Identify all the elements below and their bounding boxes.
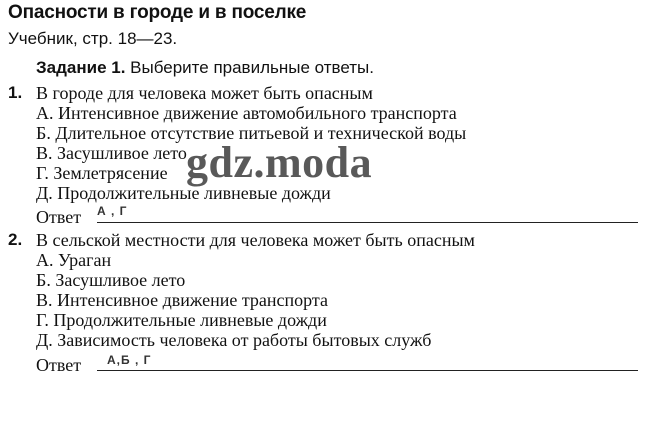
question-1-option-d: Д. Продолжительные ливневые дожди [36,183,331,203]
task-instruction [36,58,374,78]
task-label: Задание 1. [36,58,126,77]
question-2-option-a: А. Ураган [36,250,112,270]
question-2-option-g: Г. Продолжительные ливневые дожди [36,310,327,330]
question-1-option-g: Г. Землетрясение [36,163,168,183]
question-2-option-b: Б. Засушливое лето [36,270,186,290]
question-1-answer-value: А , Г [97,204,128,218]
question-1-option-v: В. Засушливое лето [36,143,187,163]
question-1-answer-line [97,222,638,223]
watermark: gdz.moda [186,138,373,187]
question-1-option-a: А. Интенсивное движение автомобильного транспорта [36,103,457,123]
question-2-number: 2. [8,230,23,249]
question-2-option-v: В. Интенсивное движение транспорта [36,290,328,310]
question-1-answer-label: Ответ [36,207,82,227]
question-2-option-d: Д. Зависимость человека от работы бытовых служб [36,330,432,350]
question-2-answer-label: Ответ [36,355,82,375]
question-2-answer-line [97,370,638,371]
page-title: Опасности в городе и в поселке [8,2,307,23]
question-2-text: В сельской местности для человека может быть опасным [36,230,475,250]
textbook-reference: Учебник, стр. 18—23. [8,29,178,48]
question-1-number: 1. [8,83,23,102]
question-2-answer-value: А,Б , Г [107,353,152,367]
question-1-option-b: Б. Длительное отсутствие питьевой и технической воды [36,123,467,143]
task-text: Выберите правильные ответы. [125,58,374,77]
question-1-text: В городе для человека может быть опасным [36,83,373,103]
